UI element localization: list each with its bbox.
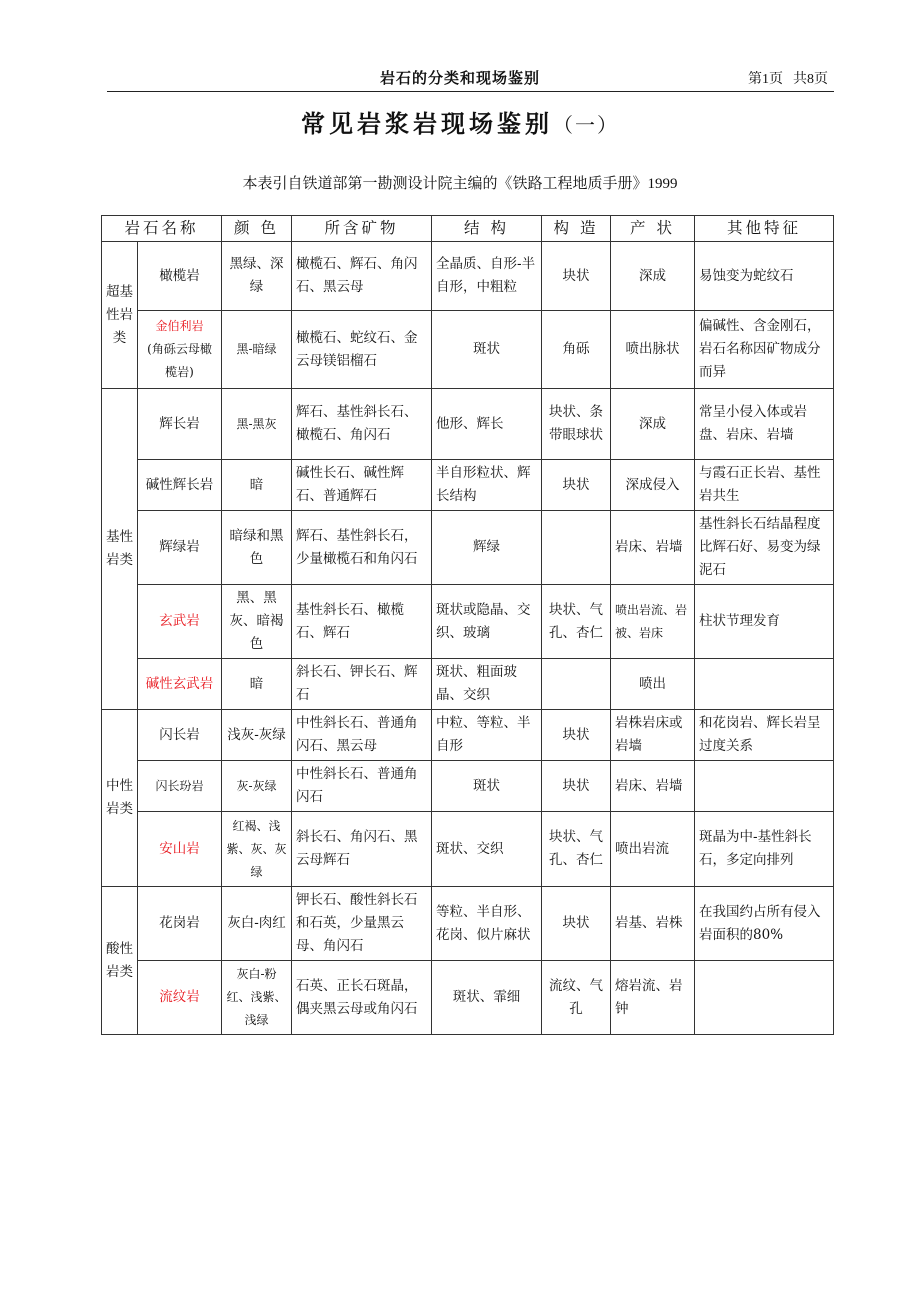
tectonic-cell: 块状、气孔、杏仁	[542, 812, 611, 887]
table-row	[102, 511, 834, 585]
other-cell: 柱状节理发育	[695, 585, 834, 659]
minerals-cell: 碱性长石、碱性辉石、普通辉石	[292, 460, 432, 511]
other-cell	[695, 659, 834, 710]
rock-name-cell	[138, 710, 222, 761]
color-cell: 灰-灰绿	[222, 761, 292, 812]
tectonic-cell: 块状	[542, 710, 611, 761]
rock-name: 玄武岩	[159, 613, 200, 629]
other-cell: 常呈小侵入体或岩盘、岩床、岩墙	[695, 389, 834, 460]
structure-cell: 斑状、粗面玻晶、交织	[432, 659, 542, 710]
structure-cell: 斑状	[432, 311, 542, 389]
tectonic-cell: 块状	[542, 887, 611, 961]
table-row	[102, 961, 834, 1035]
rock-name: 橄榄岩	[159, 267, 200, 284]
table-row	[102, 460, 834, 511]
category-cell: 超基性岩类	[102, 242, 138, 389]
structure-cell: 斑状、交织	[432, 812, 542, 887]
other-cell: 在我国约占所有侵入岩面积的80%	[695, 887, 834, 961]
minerals-cell: 斜长石、角闪石、黑云母辉石	[292, 812, 432, 887]
tectonic-cell: 流纹、气孔	[542, 961, 611, 1035]
tectonic-cell: 块状	[542, 761, 611, 812]
minerals-cell: 斜长石、钾长石、辉石	[292, 659, 432, 710]
category-cell: 酸性岩类	[102, 887, 138, 1035]
rock-name: 辉长岩	[159, 415, 200, 432]
rock-name-cell	[138, 511, 222, 585]
structure-cell: 他形、辉长	[432, 389, 542, 460]
occurrence-cell: 岩床、岩墙	[611, 761, 695, 812]
rock-name-note: (角砾云母橄榄岩)	[147, 342, 212, 379]
structure-cell: 斑状、霏细	[432, 961, 542, 1035]
occurrence-cell: 喷出脉状	[611, 311, 695, 389]
minerals-cell: 中性斜长石、普通角闪石	[292, 761, 432, 812]
page-title-suffix: （一）	[553, 113, 619, 137]
tectonic-cell: 块状、气孔、杏仁	[542, 585, 611, 659]
minerals-cell: 石英、正长石斑晶，偶夹黑云母或角闪石	[292, 961, 432, 1035]
other-cell: 和花岗岩、辉长岩呈过度关系	[695, 710, 834, 761]
col-header-structure: 结 构	[432, 216, 542, 242]
rock-name: 闪长玢岩	[155, 778, 204, 793]
color-cell: 暗	[222, 659, 292, 710]
structure-cell: 全晶质、自形-半自形，中粗粒	[432, 242, 542, 311]
color-cell: 黑-黑灰	[222, 389, 292, 460]
page-total: 共8页	[793, 72, 828, 87]
page-title-main: 常见岩浆岩现场鉴别	[301, 109, 553, 138]
col-header-other: 其他特征	[695, 216, 834, 242]
rock-name-cell	[138, 389, 222, 460]
rock-name-cell	[138, 887, 222, 961]
document-header-title: 岩石的分类和现场鉴别	[379, 69, 540, 87]
occurrence-cell: 熔岩流、岩钟	[611, 961, 695, 1035]
occurrence-cell: 喷出岩流	[611, 812, 695, 887]
table-row	[102, 761, 834, 812]
occurrence-cell: 岩株岩床或岩墙	[611, 710, 695, 761]
color-cell: 暗绿和黑色	[222, 511, 292, 585]
col-header-occurrence: 产 状	[611, 216, 695, 242]
table-row	[102, 710, 834, 761]
table-row	[102, 389, 834, 460]
occurrence-cell: 深成侵入	[611, 460, 695, 511]
category-cell: 中性岩类	[102, 710, 138, 887]
structure-cell: 半自形粒状、辉长结构	[432, 460, 542, 511]
rock-name: 金伯利岩	[155, 319, 204, 333]
occurrence-cell: 喷出	[611, 659, 695, 710]
tectonic-cell: 块状	[542, 460, 611, 511]
occurrence-cell: 深成	[611, 389, 695, 460]
other-cell	[695, 961, 834, 1035]
other-cell: 斑晶为中-基性斜长石，多定向排列	[695, 812, 834, 887]
rock-name-cell	[138, 460, 222, 511]
color-cell: 黑-暗绿	[222, 311, 292, 389]
color-cell: 红褐、浅紫、灰、灰绿	[222, 812, 292, 887]
structure-cell: 斑状或隐晶、交织、玻璃	[432, 585, 542, 659]
color-cell: 黑、黑灰、暗褐色	[222, 585, 292, 659]
tectonic-cell: 块状	[542, 242, 611, 311]
header-divider	[107, 91, 834, 92]
table-row	[102, 585, 834, 659]
rock-name-cell	[138, 585, 222, 659]
occurrence-cell: 喷出岩流、岩被、岩床	[611, 585, 695, 659]
table-row	[102, 659, 834, 710]
rock-name-cell	[138, 761, 222, 812]
rock-name: 流纹岩	[159, 989, 200, 1005]
table-row	[102, 242, 834, 311]
occurrence-cell: 岩基、岩株	[611, 887, 695, 961]
structure-cell: 中粒、等粒、半自形	[432, 710, 542, 761]
minerals-cell: 中性斜长石、普通角闪石、黑云母	[292, 710, 432, 761]
rock-name: 花岗岩	[159, 915, 200, 931]
minerals-cell: 橄榄石、蛇纹石、金云母镁铝榴石	[292, 311, 432, 389]
other-cell: 基性斜长石结晶程度比辉石好、易变为绿泥石	[695, 511, 834, 585]
table-row	[102, 887, 834, 961]
other-cell: 偏碱性、含金刚石，岩石名称因矿物成分而异	[695, 311, 834, 389]
rock-name-cell	[138, 242, 222, 311]
minerals-cell: 辉石、基性斜长石，少量橄榄石和角闪石	[292, 511, 432, 585]
color-cell: 灰白-粉红、浅紫、浅绿	[222, 961, 292, 1035]
tectonic-cell: 块状、条带眼球状	[542, 389, 611, 460]
other-cell: 与霞石正长岩、基性岩共生	[695, 460, 834, 511]
source-note: 本表引自铁道部第一勘测设计院主编的《铁路工程地质手册》1999	[242, 176, 678, 192]
table-row	[102, 311, 834, 389]
table-row	[102, 812, 834, 887]
tectonic-cell	[542, 511, 611, 585]
structure-cell: 等粒、半自形、花岗、似片麻状	[432, 887, 542, 961]
minerals-cell: 基性斜长石、橄榄石、辉石	[292, 585, 432, 659]
rock-name: 碱性玄武岩	[145, 675, 214, 692]
rock-name: 安山岩	[159, 840, 200, 857]
color-cell: 浅灰-灰绿	[222, 710, 292, 761]
rock-name-cell	[138, 812, 222, 887]
color-cell: 灰白-肉红	[222, 887, 292, 961]
rock-identification-table	[101, 215, 834, 1035]
color-cell: 黑绿、深绿	[222, 242, 292, 311]
page-current: 第1页	[748, 72, 783, 87]
rock-name: 闪长岩	[159, 726, 200, 743]
category-cell: 基性岩类	[102, 389, 138, 710]
structure-cell: 斑状	[432, 761, 542, 812]
page-title	[0, 104, 920, 139]
rock-name-cell	[138, 961, 222, 1035]
rock-name-cell	[138, 311, 222, 389]
minerals-cell: 钾长石、酸性斜长石和石英，少量黑云母、角闪石	[292, 887, 432, 961]
other-cell: 易蚀变为蛇纹石	[695, 242, 834, 311]
structure-cell: 辉绿	[432, 511, 542, 585]
rock-name-cell	[138, 659, 222, 710]
rock-name: 辉绿岩	[159, 539, 200, 555]
table-header-row	[102, 216, 834, 242]
occurrence-cell: 深成	[611, 242, 695, 311]
col-header-minerals: 所含矿物	[292, 216, 432, 242]
minerals-cell: 辉石、基性斜长石、橄榄石、角闪石	[292, 389, 432, 460]
occurrence-cell: 岩床、岩墙	[611, 511, 695, 585]
col-header-color: 颜 色	[222, 216, 292, 242]
minerals-cell: 橄榄石、辉石、角闪石、黑云母	[292, 242, 432, 311]
col-header-tectonic: 构 造	[542, 216, 611, 242]
tectonic-cell: 角砾	[542, 311, 611, 389]
tectonic-cell	[542, 659, 611, 710]
col-header-rock-name: 岩石名称	[102, 216, 222, 242]
rock-name: 碱性辉长岩	[145, 476, 214, 493]
page-indicator	[738, 68, 828, 88]
color-cell: 暗	[222, 460, 292, 511]
other-cell	[695, 761, 834, 812]
